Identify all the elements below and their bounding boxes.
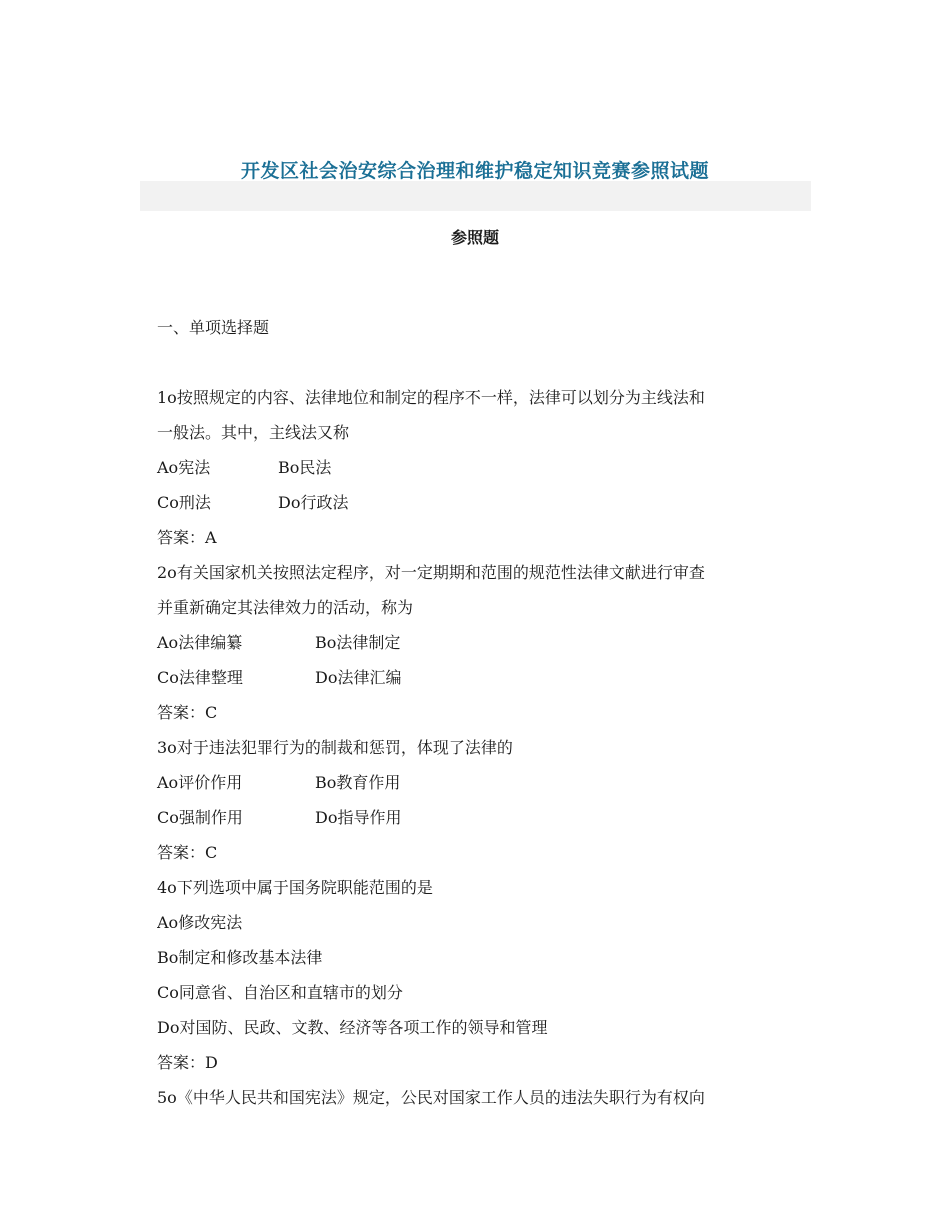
question-1-option-a: Ao宪法 [157,458,211,477]
question-4-option-a: Ao修改宪法 [157,913,243,932]
question-list [157,385,807,1120]
question-1-stem-line-2: 一般法。其中，主线法又称 [157,423,350,442]
question-3-option-c: Co强制作用 [157,808,243,827]
question-1-option-d: Do行政法 [278,493,349,512]
question-3-option-d: Do指导作用 [315,808,402,827]
question-2-option-d: Do法律汇编 [315,668,402,687]
question-3-options-row-2 [157,805,807,840]
question-2-option-a: Ao法律编纂 [157,633,243,652]
question-2-answer: 答案：C [157,703,218,722]
question-4-option-b: Bo制定和修改基本法律 [157,948,323,967]
question-5-stem-line-1: 5o《中华人民共和国宪法》规定，公民对国家工作人员的违法失职行为有权向 [157,1088,705,1107]
question-2-option-b: Bo法律制定 [315,633,401,652]
document-subtitle: 参照题 [450,228,499,247]
question-3-answer: 答案：C [157,843,218,862]
question-2-stem-line-2: 并重新确定其法律效力的活动，称为 [157,598,414,617]
question-2-option-c: Co法律整理 [157,668,243,687]
question-2-options-row-1 [157,630,807,665]
question-1-stem-line-1: 1o按照规定的内容、法律地位和制定的程序不一样，法律可以划分为主线法和 [157,388,705,407]
section-heading: 一、单项选择题 [157,318,270,337]
question-4-stem-line-1: 4o下列选项中属于国务院职能范围的是 [157,878,433,897]
question-3-option-a: Ao评价作用 [157,773,243,792]
question-3-stem-line-1: 3o对于违法犯罪行为的制裁和惩罚，体现了法律的 [157,738,513,757]
question-4-option-d: Do对国防、民政、文教、经济等各项工作的领导和管理 [157,1018,548,1037]
question-1-options-row-2 [157,490,807,525]
question-1-option-c: Co刑法 [157,493,211,512]
question-1-option-b: Bo民法 [278,458,332,477]
question-1-answer: 答案：A [157,528,217,547]
question-1-options-row-1 [157,455,807,490]
document-title: 开发区社会治安综合治理和维护稳定知识竞赛参照试题 [240,160,709,182]
question-3-options-row-1 [157,770,807,805]
question-2-options-row-2 [157,665,807,700]
question-4-answer: 答案：D [157,1053,218,1072]
question-4-option-c: Co同意省、自治区和直辖市的划分 [157,983,403,1002]
question-3-option-b: Bo教育作用 [315,773,401,792]
title-highlight-bar [140,181,811,211]
question-2-stem-line-1: 2o有关国家机关按照法定程序，对一定期期和范围的规范性法律文献进行审查 [157,563,705,582]
